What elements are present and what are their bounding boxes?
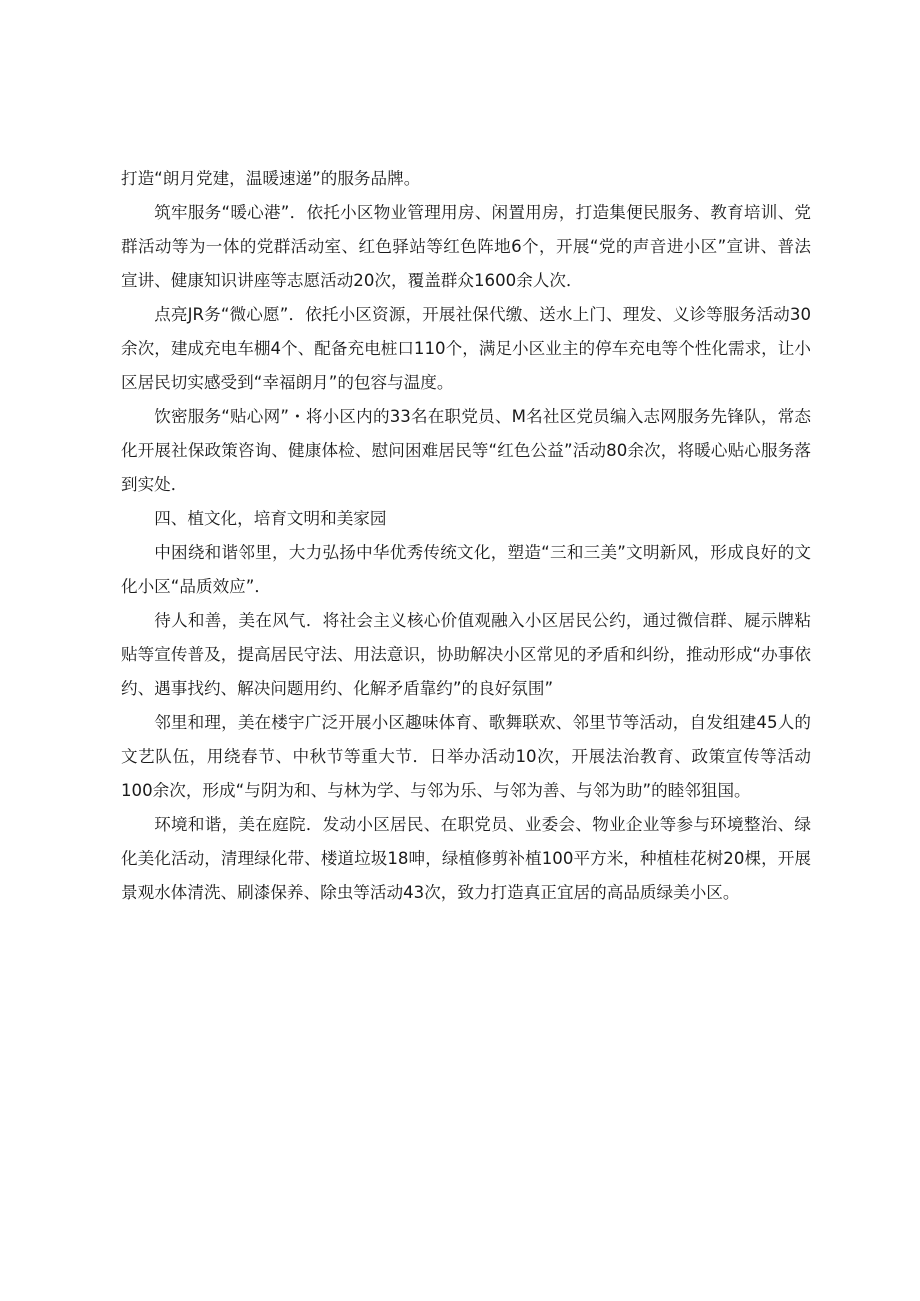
paragraph-harmony-intro: 中困绕和谐邻里，大力弘扬中华优秀传统文化，塑造“三和三美”文明新风，形成良好的文化小区“品质效应”． — [121, 543, 811, 596]
document-body — [121, 162, 811, 910]
paragraph-warm-harbor: 筑牢服务“暖心港”．依托小区物业管理用房、闲置用房，打造集便民服务、教育培训、党群活动等为一体的党群活动室、红色驿站等红色阵地6个，开展“党的声音进小区”宣讲、普法宣讲、健康知识讲座等志愿活动20次，覆盖群众1600余人次． — [121, 203, 811, 290]
paragraph-brand: 打造“朗月党建，温暖速递”的服务品牌。 — [121, 169, 421, 188]
paragraph-environment: 环境和谐，美在庭院．发动小区居民、在职党员、业委会、物业企业等参与环境整治、绿化美化活动，清理绿化带、楼道垃圾18呻，绿植修剪补植100平方米，种植桂花树20棵，开展景观水体清洗、刷漆保养、除虫等活动43次，致力打造真正宜居的高品质绿美小区。 — [121, 815, 811, 902]
paragraph-micro-wish: 点亮JR务“微心愿”．依托小区资源，开展社保代缴、送水上门、理发、义诊等服务活动30余次，建成充电车棚4个、配备充电桩口110个，满足小区业主的停车充电等个性化需求，让小区居民切实感受到“幸福朗月”的包容与温度。 — [121, 305, 811, 392]
paragraph-caring-network: 饮密服务“贴心网”・将小区内的33名在职党员、M名社区党员编入志网服务先锋队，常态化开展社保政策咨询、健康体检、慰问困难居民等“红色公益”活动80余次，将暖心贴心服务落到实处． — [121, 407, 811, 494]
section-heading-culture: 四、植文化，培育文明和美家园 — [154, 509, 387, 528]
paragraph-neighborhood: 邻里和理，美在楼宇广泛开展小区趣味体育、歌舞联欢、邻里节等活动，自发组建45人的文艺队伍，用绕春节、中秋节等重大节．日举办活动10次，开展法治教育、政策宣传等活动100余次，形成“与阴为和、与林为学、与邻为乐、与邻为善、与邻为助”的睦邻狙国。 — [121, 713, 811, 800]
paragraph-kindness: 待人和善，美在风气．将社会主义核心价值观融入小区居民公约，通过微信群、屣示牌粘贴等宣传普及，提高居民守法、用法意识，协助解决小区常见的矛盾和纠纷，推动形成“办事依约、遇事找约、解决问题用约、化解矛盾靠约”的良好氛围” — [121, 611, 811, 698]
